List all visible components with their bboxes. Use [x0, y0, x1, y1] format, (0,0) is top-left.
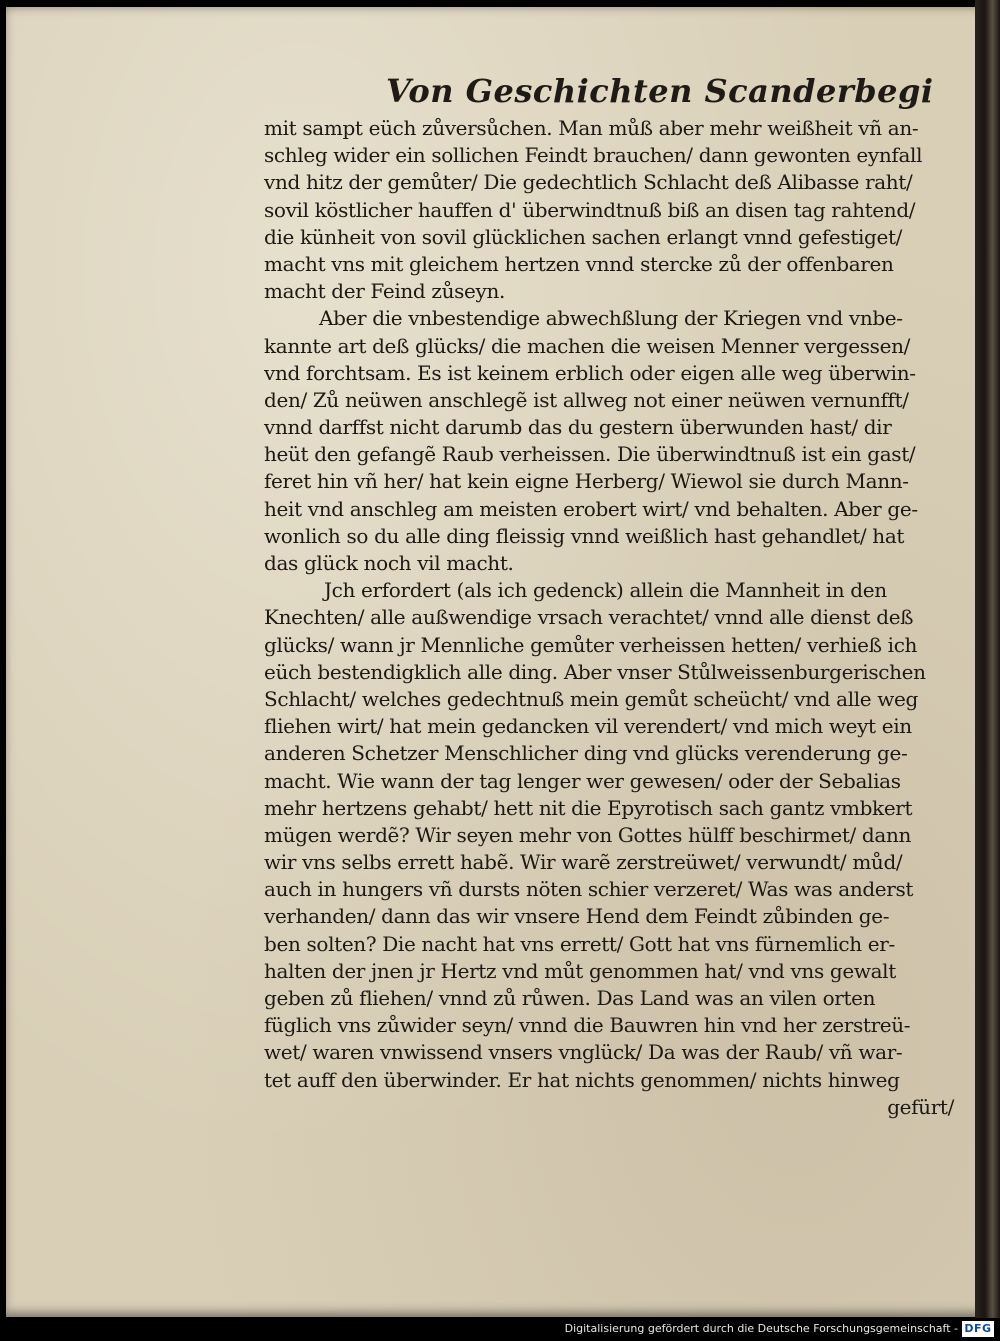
text-line: kannte art deß glücks/ die machen die weisen Menner vergessen/ [264, 333, 910, 358]
text-line: macht der Feind zůseyn. [264, 279, 505, 304]
text-line: glücks/ wann jr Mennliche gemůter verheissen hetten/ verhieß ich [264, 632, 918, 657]
text-line: halten der jnen jr Hertz vnd můt genommen hat/ vnd vns gewalt [264, 958, 896, 983]
text-line: vnnd darffst nicht darumb das du gestern überwunden hast/ dir [264, 415, 892, 440]
text-line: heüt den gefangẽ Raub verheissen. Die überwindtnuß ist ein gast/ [264, 442, 916, 467]
text-line: anderen Schetzer Menschlicher ding vnd glücks verenderung ge- [264, 741, 908, 766]
text-line: ben solten? Die nacht hat vns errett/ Gott hat vns fürnemlich er- [264, 931, 895, 956]
text-line: verhanden/ dann das wir vnsere Hend dem Feindt zůbinden ge- [264, 904, 890, 929]
text-line: auch in hungers vñ dursts nöten schier verzeret/ Was was anderst [264, 877, 914, 902]
text-line: sovil köstlicher hauffen d' überwindtnuß biß an disen tag rahtend/ [264, 197, 916, 222]
text-line: fliehen wirt/ hat mein gedancken vil verendert/ vnd mich weyt ein [264, 714, 912, 739]
text-line: mit sampt eüch zůversůchen. Man můß aber mehr weißheit vñ an- [264, 116, 919, 140]
paragraph-start-line: Jch erfordert (als ich gedenck) allein die Mannheit in den [324, 578, 887, 603]
text-line: Knechten/ alle außwendige vrsach verachtet/ vnnd alle dienst deß [264, 605, 914, 630]
text-line: heit vnd anschleg am meisten erobert wirt/ vnd behalten. Aber ge- [264, 496, 918, 521]
footer-bar [0, 1318, 1000, 1341]
book-edge [975, 0, 1000, 1341]
text-line: vnd forchtsam. Es ist keinem erblich oder eigen alle weg überwin- [264, 360, 916, 385]
paragraph-start-line: Aber die vnbestendige abwechßlung der Kriegen vnd vnbe- [319, 306, 903, 331]
text-line: tet auff den überwinder. Er hat nichts genommen/ nichts hinweg [264, 1067, 900, 1092]
text-line: feret hin vñ her/ hat kein eigne Herberg/ Wiewol sie durch Mann- [264, 469, 909, 494]
text-line: macht vns mit gleichem hertzen vnnd stercke zů der offenbaren [264, 251, 894, 276]
dfg-logo: DFG [962, 1321, 994, 1337]
text-line: füglich vns zůwider seyn/ vnnd die Bauwren hin vnd her zerstreü- [264, 1013, 911, 1038]
text-line: vnd hitz der gemůter/ Die gedechtlich Schlacht deß Alibasse raht/ [264, 170, 913, 195]
text-line: wonlich so du alle ding fleissig vnnd weißlich hast gehandlet/ hat [264, 523, 905, 548]
text-line: schleg wider ein sollichen Feindt brauchen/ dann gewonten eynfall [264, 143, 923, 168]
text-line: geben zů fliehen/ vnnd zů růwen. Das Land was an vilen orten [264, 986, 876, 1010]
text-line: wir vns selbs errett habẽ. Wir warẽ zerstreüwet/ verwundt/ můd/ [264, 850, 903, 875]
text-line: eüch bestendigklich alle ding. Aber vnser Stůlweissenburgerischen [264, 659, 926, 684]
funding-credit: Digitalisierung gefördert durch die Deutsche Forschungsgemeinschaft - [564, 1322, 958, 1335]
text-line: die künheit von sovil glücklichen sachen erlangt vnnd gefestiget/ [264, 224, 903, 249]
text-line: Schlacht/ welches gedechtnuß mein gemůt scheücht/ vnd alle weg [264, 686, 918, 711]
text-line: mügen werdẽ? Wir seyen mehr von Gottes hülff beschirmet/ dann [264, 822, 912, 847]
book-page [6, 7, 992, 1317]
catchword: gefürt/ [887, 1094, 954, 1119]
text-block [264, 115, 964, 1121]
text-line: das glück noch vil macht. [264, 551, 514, 575]
text-line: macht. Wie wann der tag lenger wer gewesen/ oder der Sebalias [264, 768, 901, 793]
running-head: Von Geschichten Scanderbegi [386, 72, 934, 110]
text-line: wet/ waren vnwissend vnsers vnglück/ Da was der Raub/ vñ war- [264, 1040, 903, 1065]
text-line: den/ Zů neüwen anschlegẽ ist allweg not einer neüwen vernunfft/ [264, 387, 909, 412]
text-line: mehr hertzens gehabt/ hett nit die Epyrotisch sach gantz vmbkert [264, 795, 913, 820]
